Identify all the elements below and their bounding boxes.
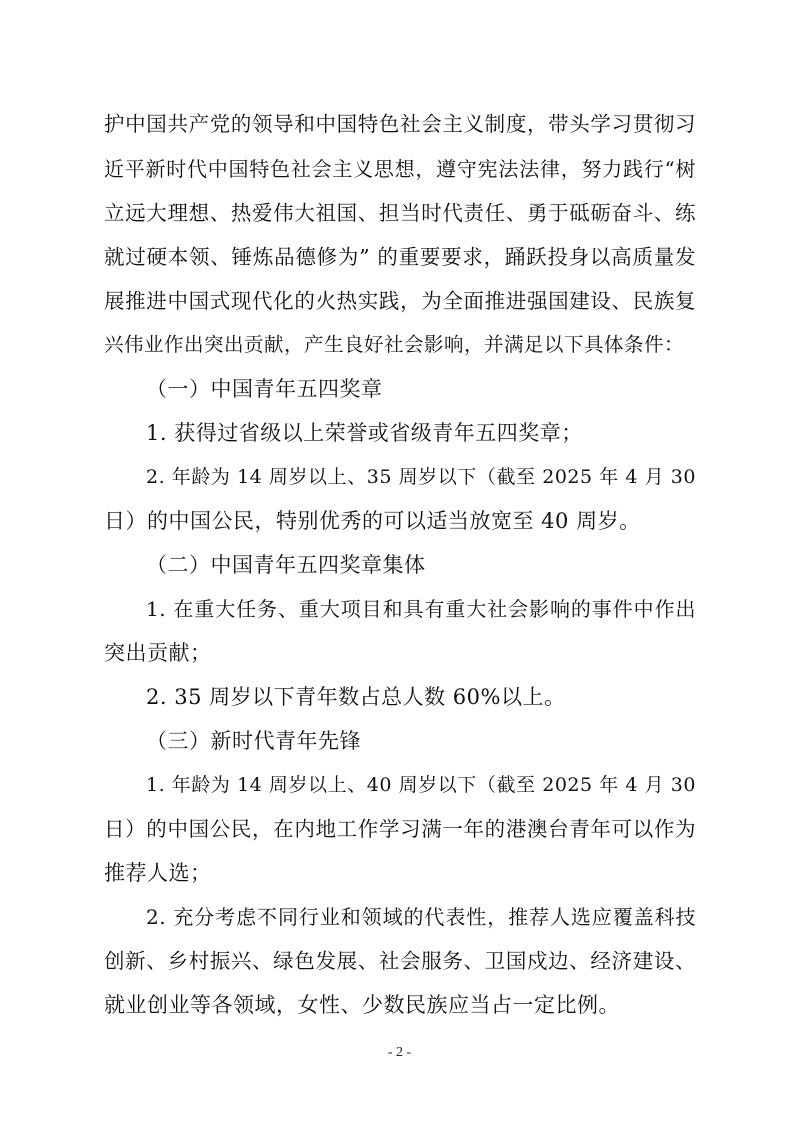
- intro-line-3: 立远大理想、热爱伟大祖国、担当时代责任、勇于砥砺奋斗、练: [104, 201, 696, 225]
- section-1-item-1: 1. 获得过省级以上荣誉或省级青年五四奖章；: [146, 421, 583, 445]
- section-2-item-1-line-2: 突出贡献；: [104, 641, 212, 665]
- section-2-heading: （二）中国青年五四奖章集体: [146, 553, 426, 577]
- intro-line-5: 展推进中国式现代化的火热实践，为全面推进强国建设、民族复: [104, 289, 696, 313]
- intro-line-2: 近平新时代中国特色社会主义思想，遵守宪法法律，努力践行“树: [104, 157, 696, 181]
- intro-line-6: 兴伟业作出突出贡献，产生良好社会影响，并满足以下具体条件：: [104, 333, 685, 356]
- section-3-item-1-line-2: 日）的中国公民，在内地工作学习满一年的港澳台青年可以作为: [104, 817, 696, 841]
- page-number: - 2 -: [387, 1045, 412, 1060]
- section-3-item-1-line-3: 推荐人选；: [104, 861, 212, 885]
- intro-line-1: 护中国共产党的领导和中国特色社会主义制度，带头学习贯彻习: [104, 112, 696, 136]
- section-1-heading: （一）中国青年五四奖章: [146, 377, 383, 401]
- intro-line-4: 就过硬本领、锤炼品德修为” 的重要要求，踊跃投身以高质量发: [104, 245, 696, 269]
- section-3-heading: （三）新时代青年先锋: [146, 729, 361, 753]
- section-2-item-1-line-1: 1. 在重大任务、重大项目和具有重大社会影响的事件中作出: [146, 597, 696, 621]
- section-3-item-2-line-1: 2. 充分考虑不同行业和领域的代表性，推荐人选应覆盖科技: [146, 905, 696, 929]
- section-2-item-2: 2. 35 周岁以下青年数占总人数 60%以上。: [146, 685, 566, 709]
- section-3-item-2-line-3: 就业创业等各领域，女性、少数民族应当占一定比例。: [104, 993, 620, 1017]
- section-1-item-2-line-1: 2. 年龄为 14 周岁以上、35 周岁以下（截至 2025 年 4 月 30: [146, 466, 696, 488]
- section-3-item-1-line-1: 1. 年龄为 14 周岁以上、40 周岁以下（截至 2025 年 4 月 30: [146, 774, 696, 796]
- section-3-item-2-line-2: 创新、乡村振兴、绿色发展、社会服务、卫国戍边、经济建设、: [104, 949, 696, 973]
- section-1-item-2-line-2: 日）的中国公民，特别优秀的可以适当放宽至 40 周岁。: [104, 509, 641, 533]
